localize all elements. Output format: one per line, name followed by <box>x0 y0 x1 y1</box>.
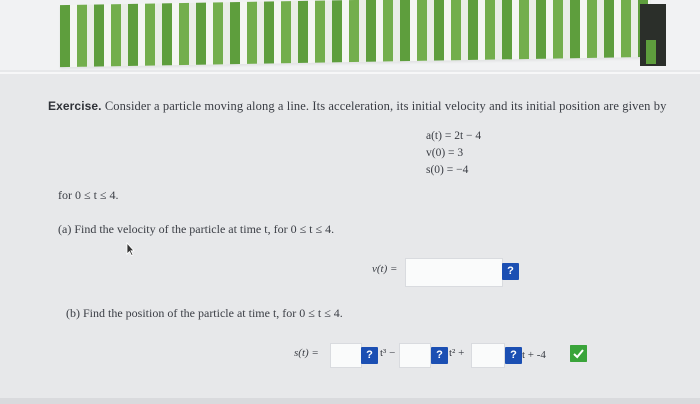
position-t3-coefficient-input[interactable] <box>330 343 362 368</box>
velocity-answer-label: v(t) = <box>372 263 398 275</box>
progress-bar <box>60 0 650 67</box>
t-linear-term: t + -4 <box>522 349 546 361</box>
position-t-coefficient-input[interactable] <box>471 343 505 368</box>
part-a-question: (a) Find the velocity of the particle at time t, for 0 ≤ t ≤ 4. <box>58 222 335 236</box>
exercise-title: Exercise. <box>48 99 102 113</box>
initial-position-equation: s(0) = −4 <box>426 164 469 176</box>
initial-velocity-equation: v(0) = 3 <box>426 147 464 159</box>
position-t2-help-button[interactable]: ? <box>431 347 448 364</box>
position-answer-label: s(t) = <box>294 347 319 359</box>
exercise-prompt <box>48 99 678 114</box>
time-range: for 0 ≤ t ≤ 4. <box>58 188 119 202</box>
position-t-help-button[interactable]: ? <box>505 347 522 364</box>
position-t2-coefficient-input[interactable] <box>399 343 431 368</box>
divider <box>0 72 700 74</box>
t-squared-term: t² + <box>449 347 465 359</box>
check-icon <box>570 345 587 362</box>
velocity-help-button[interactable]: ? <box>502 263 519 280</box>
bottom-edge <box>0 398 700 404</box>
given-equations <box>426 128 481 179</box>
velocity-answer-input[interactable] <box>405 258 503 287</box>
exercise-text: Consider a particle moving along a line. Its acceleration, its initial velocity and its initial position are given by <box>104 99 667 113</box>
progress-strip <box>0 0 700 70</box>
t-cubed-term: t³ − <box>380 347 396 359</box>
part-b-question: (b) Find the position of the particle at time t, for 0 ≤ t ≤ 4. <box>66 306 343 320</box>
position-t3-help-button[interactable]: ? <box>361 347 378 364</box>
acceleration-equation: a(t) = 2t − 4 <box>426 130 482 142</box>
progress-bar-end-fill <box>646 40 656 64</box>
mouse-pointer-icon <box>123 242 135 256</box>
